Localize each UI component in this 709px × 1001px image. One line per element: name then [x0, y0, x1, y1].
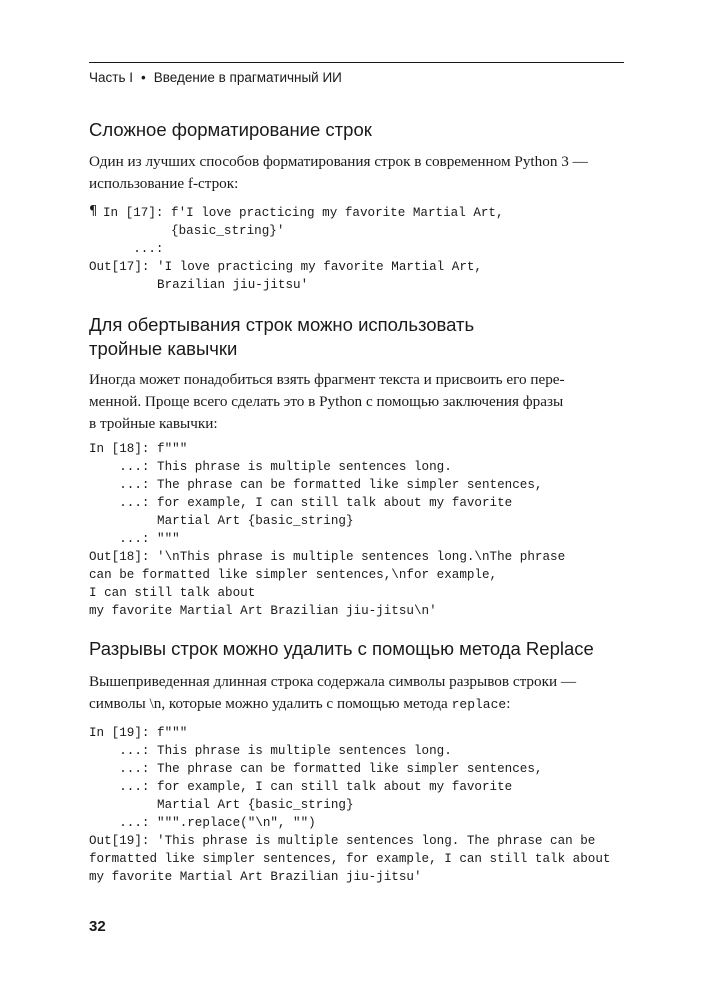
- heading-line: Для обертывания строк можно использовать: [89, 314, 475, 335]
- code-line: ...: The phrase can be formatted like simpler sentences,: [89, 478, 543, 492]
- code-line: I can still talk about: [89, 586, 256, 600]
- paragraph-line: менной. Проще всего сделать это в Python с помощью заключения фразы: [89, 393, 564, 410]
- code-line: Out[18]: '\nThis phrase is multiple sentences long.\nThe phrase: [89, 550, 566, 564]
- code-block-18: [89, 440, 565, 620]
- paragraph-line: Один из лучших способов форматирования строк в современном Python 3 —: [89, 153, 588, 170]
- code-line: Out[17]: 'I love practicing my favorite Martial Art,: [89, 260, 482, 274]
- section3-paragraph: [89, 671, 625, 716]
- paragraph-line: в тройные кавычки:: [89, 415, 218, 432]
- code-block-19: [89, 724, 610, 886]
- code-line: {basic_string}': [103, 224, 285, 238]
- header-bullet: •: [140, 70, 146, 85]
- code-line: Out[19]: 'This phrase is multiple sentences long. The phrase can be: [89, 834, 596, 848]
- section2-paragraph: [89, 369, 625, 435]
- paragraph-text: :: [506, 695, 511, 712]
- code-line: In [17]: f'I love practicing my favorite Martial Art,: [103, 206, 504, 220]
- header-rule: [89, 62, 624, 63]
- paragraph-line: [89, 693, 625, 716]
- heading-line: тройные кавычки: [89, 338, 238, 359]
- section1-paragraph: [89, 151, 625, 195]
- code-line: ...:: [103, 242, 164, 256]
- code-line: formatted like simpler sentences, for example, I can still talk about: [89, 852, 611, 866]
- paragraph-line: Иногда может понадобиться взять фрагмент текста и присвоить его пере-: [89, 371, 565, 388]
- code-line: ...: The phrase can be formatted like simpler sentences,: [89, 762, 543, 776]
- code-line: ...: This phrase is multiple sentences long.: [89, 460, 452, 474]
- code-line: ...: for example, I can still talk about my favorite: [89, 780, 513, 794]
- code-line: Martial Art {basic_string}: [89, 798, 354, 812]
- code-line: can be formatted like simpler sentences,\nfor example,: [89, 568, 498, 582]
- section-heading-triple-quotes: [89, 313, 474, 361]
- code-line: Martial Art {basic_string}: [89, 514, 354, 528]
- code-line: ...: This phrase is multiple sentences long.: [89, 744, 452, 758]
- part-label: Часть I: [89, 70, 133, 85]
- section-heading-replace: Разрывы строк можно удалить с помощью метода Replace: [89, 638, 594, 659]
- paragraph-text: символы \n, которые можно удалить с помощью метода: [89, 695, 452, 712]
- pilcrow-icon: ¶: [89, 204, 98, 219]
- section-heading-string-formatting: Сложное форматирование строк: [89, 119, 372, 140]
- page-number: 32: [89, 918, 106, 935]
- code-line: ...: """.replace("\n", ""): [89, 816, 316, 830]
- chapter-title: Введение в прагматичный ИИ: [153, 70, 342, 85]
- code-line: In [19]: f""": [89, 726, 188, 740]
- running-head: [89, 70, 342, 85]
- code-line: my favorite Martial Art Brazilian jiu-jitsu': [89, 870, 422, 884]
- code-line: ...: """: [89, 532, 180, 546]
- code-line: Brazilian jiu-jitsu': [89, 278, 309, 292]
- code-line: ...: for example, I can still talk about my favorite: [89, 496, 513, 510]
- paragraph-line: использование f-строк:: [89, 175, 239, 192]
- code-line: my favorite Martial Art Brazilian jiu-jitsu\n': [89, 604, 437, 618]
- paragraph-line: Вышеприведенная длинная строка содержала символы разрывов строки —: [89, 673, 577, 690]
- code-line: In [18]: f""": [89, 442, 188, 456]
- code-block-17: [89, 204, 504, 294]
- inline-code-replace: replace: [451, 697, 507, 712]
